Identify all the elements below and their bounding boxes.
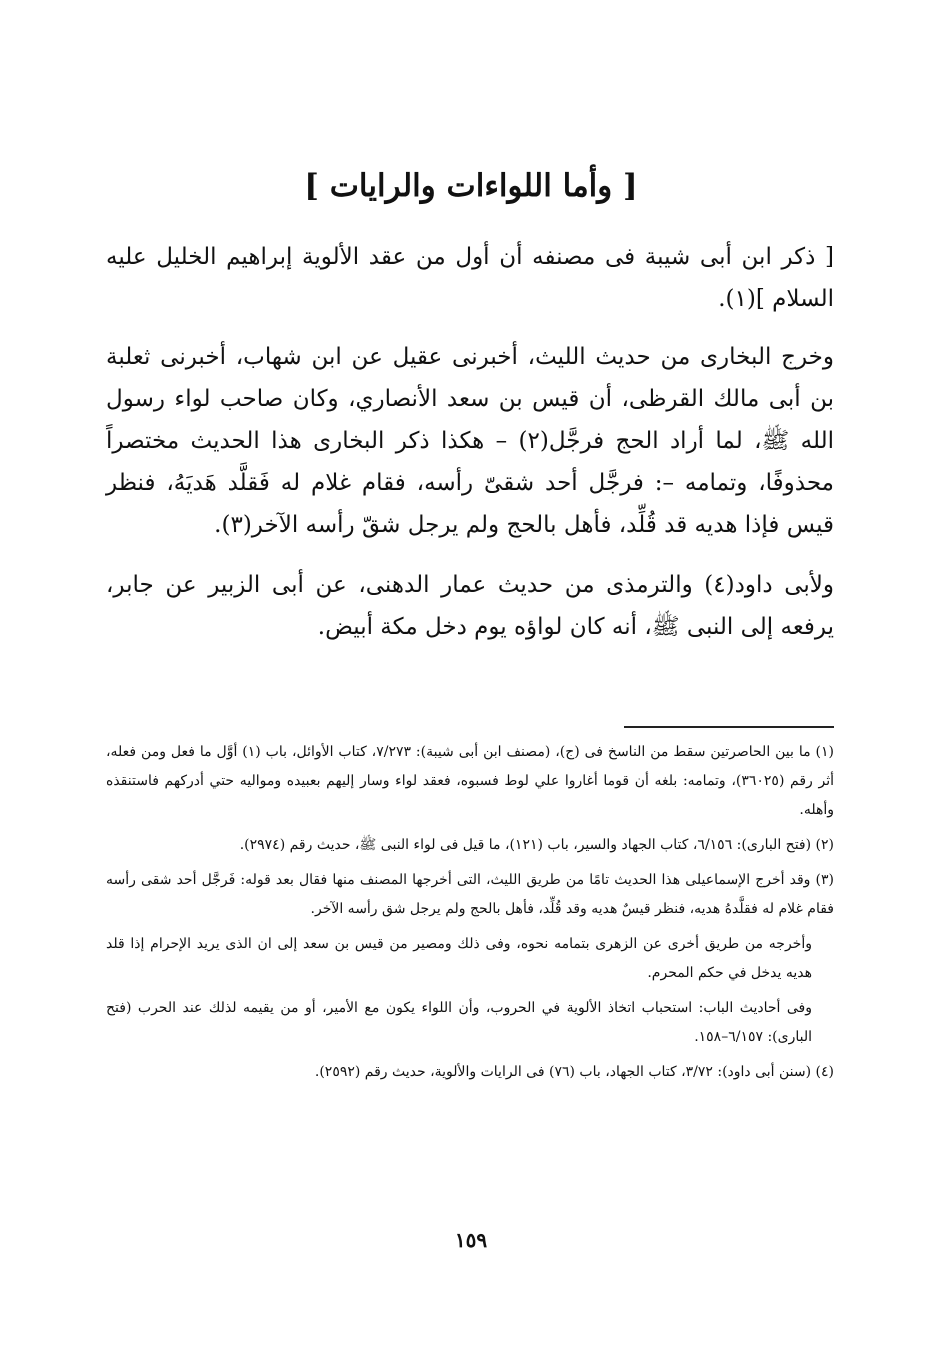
footnote-4: (٤) (سنن أبى داود): ٣/٧٢، كتاب الجهاد، باب (٧٦) فى الرايات والألوية، حديث رقم (٢٥٩٢). — [314, 1064, 834, 1080]
paragraph-3: ولأبى داود(٤) والترمذى من حديث عمار الدهنى، عن أبى الزبير عن جابر، يرفعه إلى النبى ﷺ، أنه كان لواؤه يوم دخل مكة أبيض. — [106, 572, 835, 640]
chapter-title: [ وأما اللواءات والرايات ] — [304, 168, 638, 204]
footnote-2: (٢) (فتح البارى): ٦/١٥٦، كتاب الجهاد والسير، باب (١٢١)، ما قيل فى لواء النبى ﷺ، حديث رقم (٢٩٧٤). — [239, 837, 834, 853]
footnote-separator — [624, 726, 834, 728]
paragraph-1: [ ذكر ابن أبى شيبة فى مصنفه أن أول من عقد الألوية إبراهيم الخليل عليه السلام ](١). — [106, 244, 834, 312]
footnote-3: (٣) وقد أخرج الإسماعيلى هذا الحديث تامًا من طريق الليث، التى أخرجها المصنف منها فقال بعد قوله: فَرجَّل أحد شقى رأسه فقام غلام له فقلَّدهُ هديه، فنظر قيسٌ هديه وقد قُلِّد، فأهل بالحج ولم يرجل شق رأسه الآخر. — [106, 872, 834, 917]
footnotes — [106, 738, 834, 1093]
main-text — [106, 236, 834, 666]
footnote-1: (١) ما بين الحاصرتين سقط من الناسخ فى (ج)، (مصنف ابن أبى شيبة): ٧/٢٧٣، كتاب الأوائل، باب (١) أوَّل ما فعل ومن فعله، أثر رقم (٣٦٠٢٥)، وتمامه: بلغه أن قوما أغاروا علي لوط فسبوه، فعقد لواء وسار إليهم بعبيده ومواليه حتي أدركهم فاستنقذه وأهله. — [106, 744, 834, 818]
footnote-3-continuation: وأخرجه من طريق أخرى عن الزهرى بتمامه نحوه، وفى ذلك ومصير من قيس بن سعد إلى ان الذى يريد الإحرام إذا قلد هديه يدخل في حكم المحرم. — [106, 936, 812, 981]
footnote-3-continuation-2: وفى أحاديث الباب: استحباب اتخاذ الألوية في الحروب، وأن اللواء يكون مع الأمير، أو من يقيمه لذلك عند الحرب (فتح البارى): ٦/١٥٧–١٥٨. — [106, 1000, 812, 1045]
paragraph-2: وخرج البخارى من حديث الليث، أخبرنى عقيل عن ابن شهاب، أخبرنى ثعلبة بن أبى مالك القرظى، أن قيس بن سعد الأنصاري، وكان صاحب لواء رسول الله ﷺ، لما أراد الحج فرجَّل(٢) – هكذا ذكر البخارى هذا الحديث مختصراً محذوفًا، وتمامه –: فرجَّل أحد شقىّ رأسه، فقام غلام له فَقلَّد هَديَهُ، فنظر قيس فإذا هديه قد قُلِّد، فأهل بالحج ولم يرجل شقّ رأسه الآخر(٣). — [106, 344, 835, 538]
page-number: ١٥٩ — [454, 1228, 488, 1252]
